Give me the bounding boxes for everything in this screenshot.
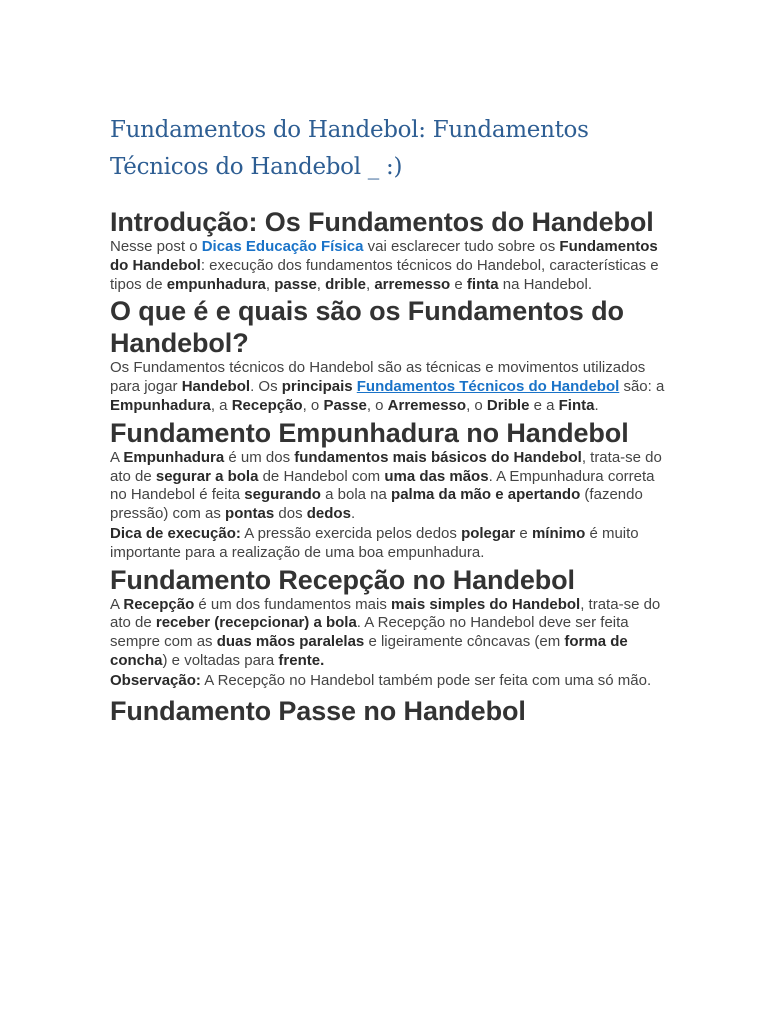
heading-recepcao: Fundamento Recepção no Handebol — [110, 564, 575, 595]
paragraph-dica-execucao: Dica de execução: A pressão exercida pelos dedos polegar e mínimo é muito importante para a realização de uma boa empunhadura. — [110, 524, 639, 561]
heading-empunhadura: Fundamento Empunhadura no Handebol — [110, 417, 629, 448]
paragraph-empunhadura: A Empunhadura é um dos fundamentos mais básicos do Handebol, trata-se do ato de segurar a bola de Handebol com uma das mãos. A Empunhadura correta no Handebol é feita segurando a bola na palma da mão e apertando (fazendo pressão) com as pontas dos dedos. — [110, 448, 662, 523]
document-content — [110, 112, 670, 727]
link-fundamentos-tecnicos[interactable]: Fundamentos Técnicos do Handebol — [356, 378, 620, 396]
heading-introducao: Introdução: Os Fundamentos do Handebol — [110, 207, 654, 237]
heading-o-que-e: O que é e quais são os Fundamentos do Handebol? — [110, 296, 624, 359]
heading-passe: Fundamento Passe no Handebol — [110, 695, 526, 726]
link-dicas-educacao-fisica[interactable]: Dicas Educação Física — [201, 238, 364, 255]
paragraph-observacao: Observação: A Recepção no Handebol também pode ser feita com uma só mão. — [110, 671, 652, 689]
paragraph-recepcao: A Recepção é um dos fundamentos mais mais simples do Handebol, trata-se do ato de receber (recepcionar) a bola. A Recepção no Handebol deve ser feita sempre com as duas mãos paralelas e ligeiramente côncavas (em forma de concha) e voltadas para frente. — [110, 595, 661, 669]
paragraph-introducao: Nesse post o Dicas Educação Física vai esclarecer tudo sobre os Fundamentos do Handebol: execução dos fundamentos técnicos do Handebol, características e tipos de empunhadura, passe, drible, arremesso e finta na Handebol. — [110, 238, 659, 293]
document-title: Fundamentos do Handebol: Fundamentos Técnicos do Handebol _ :) — [110, 117, 589, 180]
paragraph-o-que-e: Os Fundamentos técnicos do Handebol são as técnicas e movimentos utilizados para jogar Handebol. Os principais Fundamentos Técnicos do Handebol são: a Empunhadura, a Recepção, o Passe, o Arremesso, o Drible e a Finta. — [110, 359, 665, 414]
